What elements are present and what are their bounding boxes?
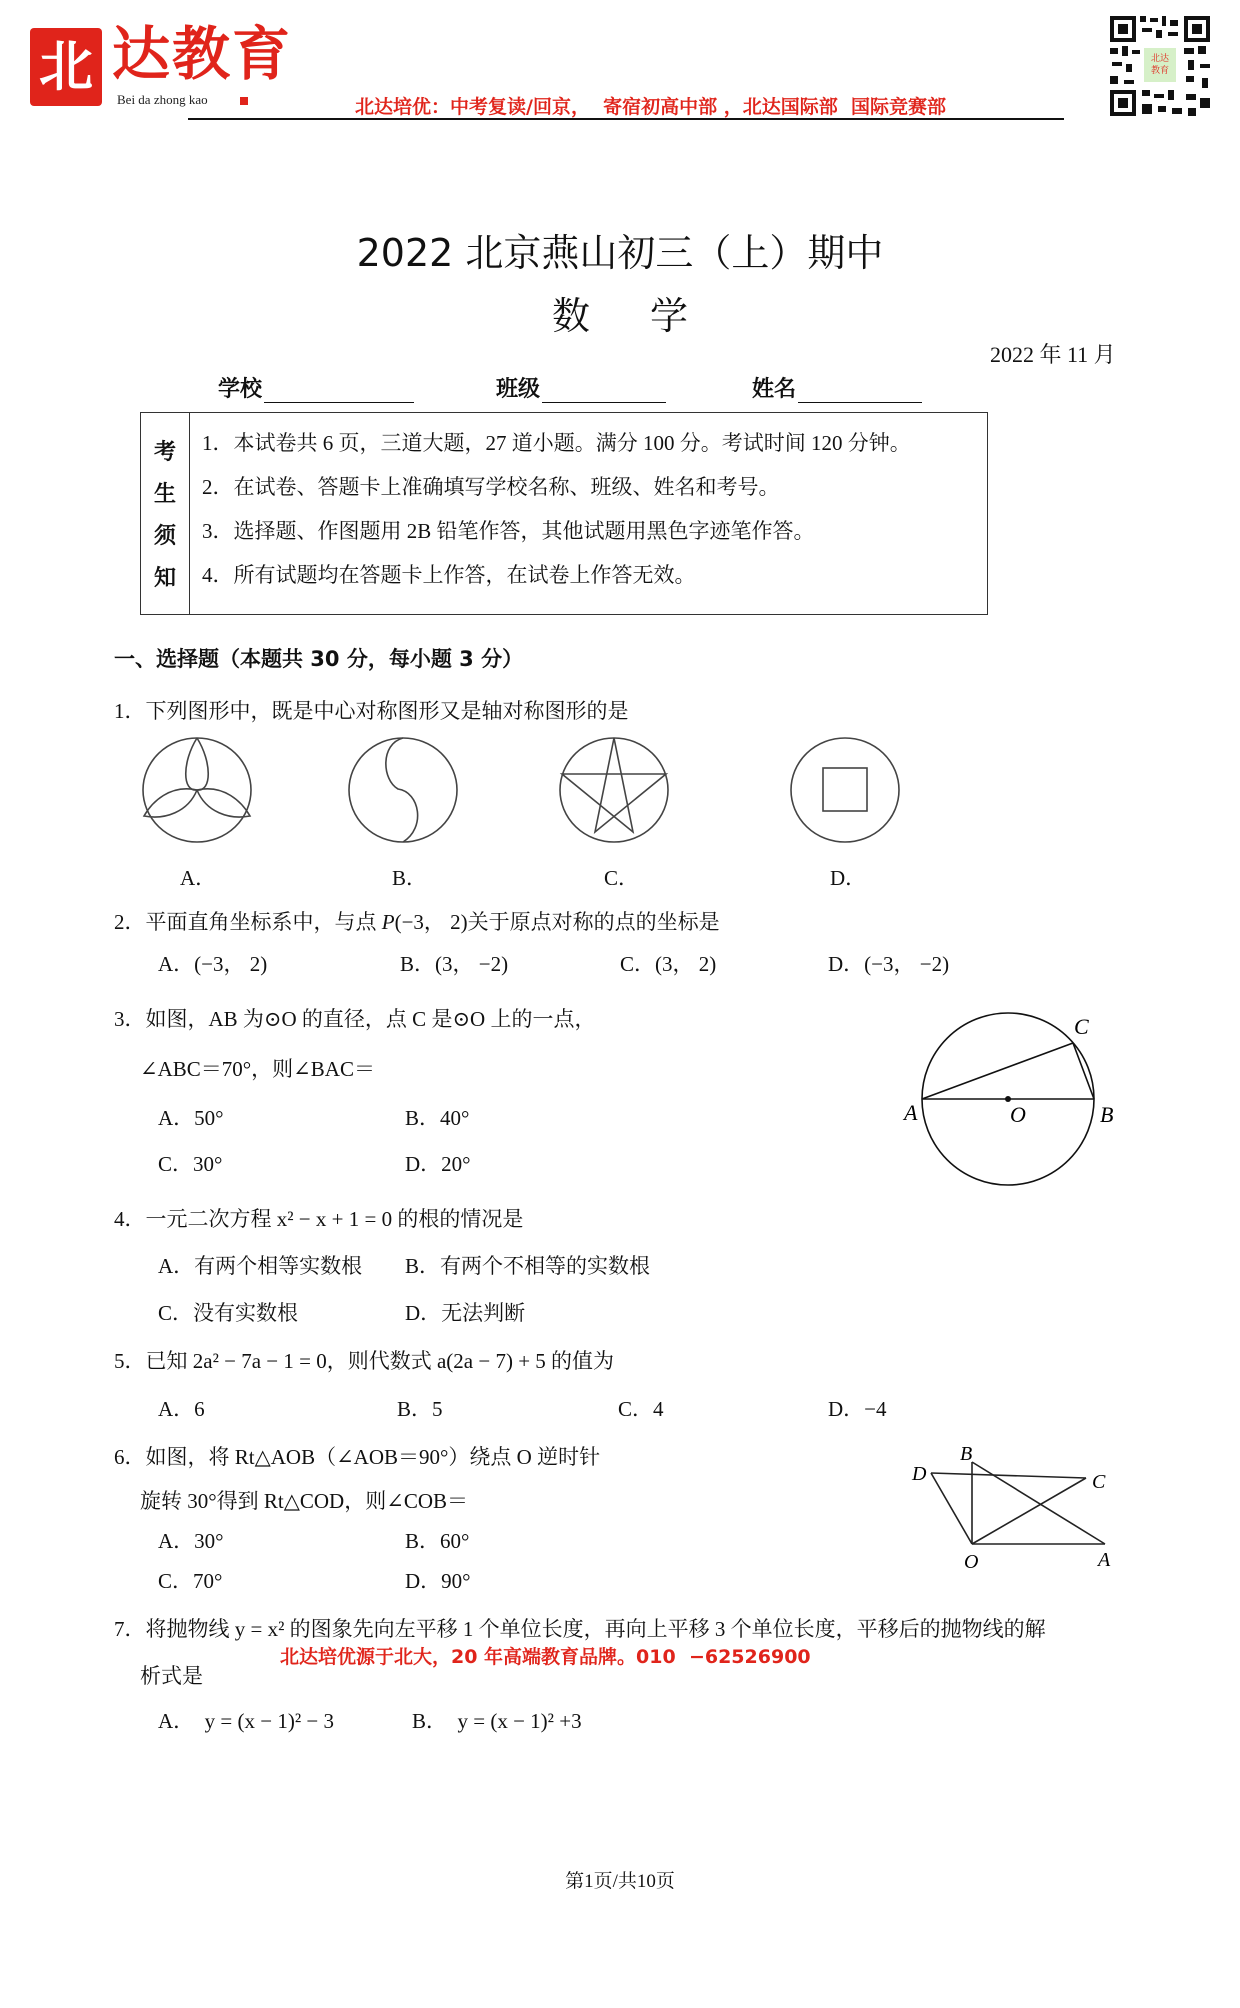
label-b: B bbox=[1100, 1102, 1114, 1127]
qr-code bbox=[1108, 14, 1212, 118]
school-blank[interactable] bbox=[264, 380, 414, 403]
question-5-option-a[interactable]: A．6 bbox=[158, 1397, 205, 1421]
header-slogan: 北达培优：中考复读/回京， 寄宿初高中部 ，北达国际部 国际竞赛部 bbox=[355, 96, 947, 118]
logo-char: 北 bbox=[39, 35, 93, 98]
notice-item: 4．所有试题均在答题卡上作答，在试卷上作答无效。 bbox=[202, 563, 696, 587]
exam-date: 2022 年 11 月 bbox=[990, 342, 1116, 367]
question-1-option-d[interactable]: D． bbox=[830, 866, 867, 890]
question-7-stem-line2: 析式是 bbox=[140, 1664, 203, 1688]
label-o: O bbox=[1010, 1102, 1026, 1127]
notice-list bbox=[190, 413, 911, 614]
notice-item: 3．选择题、作图题用 2B 铅笔作答，其他试题用黑色字迹笔作答。 bbox=[202, 519, 815, 543]
question-4-option-d[interactable]: D．无法判断 bbox=[405, 1301, 526, 1325]
question-2-option-a[interactable]: A．(−3， 2) bbox=[158, 952, 268, 976]
question-3-option-b[interactable]: B．40° bbox=[405, 1106, 470, 1130]
class-blank[interactable] bbox=[542, 380, 666, 403]
question-2-stem bbox=[114, 906, 720, 936]
class-label: 班级 bbox=[496, 377, 541, 402]
question-2-stem-prefix: 2．平面直角坐标系中，与点 bbox=[114, 910, 382, 934]
figure-c-pentagram bbox=[560, 738, 668, 842]
name-blank[interactable] bbox=[798, 380, 922, 403]
school-label: 学校 bbox=[218, 377, 263, 402]
label-d: D bbox=[912, 1463, 927, 1485]
question-5-stem: 5．已知 2a² − 7a − 1 = 0，则代数式 a(2a − 7) + 5 的值为 bbox=[114, 1349, 615, 1373]
label-b: B bbox=[960, 1443, 973, 1465]
section-title: 一、选择题（本题共 30 分，每小题 3 分） bbox=[114, 647, 524, 671]
segment-od bbox=[931, 1473, 972, 1544]
question-6-option-c[interactable]: C．70° bbox=[158, 1569, 223, 1593]
question-1-figures bbox=[130, 732, 930, 862]
question-4-option-c[interactable]: C．没有实数根 bbox=[158, 1301, 299, 1325]
page-number: 第1页/共10页 bbox=[565, 1871, 675, 1892]
figure-a-trefoil bbox=[143, 738, 251, 842]
question-2-option-c[interactable]: C．(3， 2) bbox=[620, 952, 717, 976]
question-4-option-b[interactable]: B．有两个不相等的实数根 bbox=[405, 1254, 651, 1278]
question-4-stem: 4．一元二次方程 x² − x + 1 = 0 的根的情况是 bbox=[114, 1207, 524, 1231]
figure-d-square bbox=[791, 738, 899, 842]
notice-heading-char: 生 bbox=[153, 481, 176, 507]
name-field[interactable] bbox=[752, 372, 922, 403]
notice-box bbox=[140, 412, 988, 615]
question-6-stem-line1: 6．如图，将 Rt△AOB（∠AOB＝90°）绕点 O 逆时针 bbox=[114, 1445, 601, 1469]
question-5-option-c[interactable]: C．4 bbox=[618, 1397, 664, 1421]
figure-b-yinyang bbox=[349, 738, 457, 842]
question-5-option-d[interactable]: D．−4 bbox=[828, 1397, 887, 1421]
name-label: 姓名 bbox=[752, 377, 797, 402]
question-3-circle-figure bbox=[900, 1010, 1140, 1210]
ad-note: 北达培优源于北大，20 年高端教育品牌。010 −62526900 bbox=[280, 1646, 811, 1668]
question-6-rotation-figure bbox=[900, 1440, 1140, 1600]
label-o: O bbox=[964, 1551, 979, 1573]
exam-subject: 数学 bbox=[551, 294, 748, 338]
notice-item: 2．在试卷、答题卡上准确填写学校名称、班级、姓名和考号。 bbox=[202, 475, 780, 499]
question-5-option-b[interactable]: B．5 bbox=[397, 1397, 443, 1421]
logo-square-icon bbox=[240, 97, 248, 105]
logo-mark bbox=[30, 28, 102, 106]
notice-heading bbox=[141, 413, 190, 614]
question-7-option-b[interactable]: B． y = (x − 1)² +3 bbox=[412, 1709, 582, 1733]
chord-ac bbox=[922, 1043, 1073, 1099]
question-3-stem-line2: ∠ABC＝70°，则∠BAC＝ bbox=[140, 1057, 375, 1081]
qr-center-label: 北达教育 bbox=[1144, 48, 1176, 82]
question-6-option-a[interactable]: A．30° bbox=[158, 1529, 224, 1553]
label-a: A bbox=[1098, 1549, 1111, 1571]
notice-heading-char: 考 bbox=[153, 439, 176, 465]
class-field[interactable] bbox=[496, 372, 666, 403]
question-1-option-c[interactable]: C． bbox=[604, 866, 640, 890]
logo-subtitle: Bei da zhong kao bbox=[117, 92, 208, 107]
label-a: A bbox=[904, 1100, 918, 1125]
question-1-option-b[interactable]: B． bbox=[392, 866, 428, 890]
question-3-option-a[interactable]: A．50° bbox=[158, 1106, 224, 1130]
question-3-option-d[interactable]: D．20° bbox=[405, 1152, 471, 1176]
segment-dc bbox=[931, 1473, 1086, 1478]
question-1-option-a[interactable]: A． bbox=[180, 866, 217, 890]
question-2-option-d[interactable]: D．(−3， −2) bbox=[828, 952, 950, 976]
question-3-stem-line1: 3．如图，AB 为⊙O 的直径，点 C 是⊙O 上的一点， bbox=[114, 1007, 596, 1031]
question-7-stem-line1: 7．将抛物线 y = x² 的图象先向左平移 1 个单位长度，再向上平移 3 个单位长度，平移后的抛物线的解 bbox=[114, 1617, 1046, 1641]
notice-heading-char: 知 bbox=[153, 566, 176, 592]
question-6-option-d[interactable]: D．90° bbox=[405, 1569, 471, 1593]
question-2-option-b[interactable]: B．(3， −2) bbox=[400, 952, 509, 976]
question-6-option-b[interactable]: B．60° bbox=[405, 1529, 470, 1553]
logo-text: 达教育 bbox=[112, 22, 293, 87]
segment-oc bbox=[972, 1478, 1086, 1544]
header-divider bbox=[188, 118, 1064, 120]
question-3-option-c[interactable]: C．30° bbox=[158, 1152, 223, 1176]
question-7-option-a[interactable]: A． y = (x − 1)² − 3 bbox=[158, 1709, 334, 1733]
notice-item: 1．本试卷共 6 页，三道大题，27 道小题。满分 100 分。考试时间 120 分钟。 bbox=[202, 431, 911, 455]
notice-heading-char: 须 bbox=[153, 524, 176, 550]
question-1-stem: 1．下列图形中，既是中心对称图形又是轴对称图形的是 bbox=[114, 699, 629, 723]
label-c: C bbox=[1092, 1471, 1106, 1493]
school-field[interactable] bbox=[218, 372, 414, 403]
chord-cb bbox=[1073, 1043, 1094, 1099]
question-4-option-a[interactable]: A．有两个相等实数根 bbox=[158, 1254, 363, 1278]
question-2-stem-suffix: (−3， 2)关于原点对称的点的坐标是 bbox=[394, 910, 720, 934]
exam-title: 2022 北京燕山初三（上）期中 bbox=[356, 231, 884, 275]
question-2-point-var: P bbox=[381, 910, 395, 934]
label-c: C bbox=[1074, 1014, 1089, 1039]
question-6-stem-line2: 旋转 30°得到 Rt△COD，则∠COB＝ bbox=[140, 1489, 469, 1513]
